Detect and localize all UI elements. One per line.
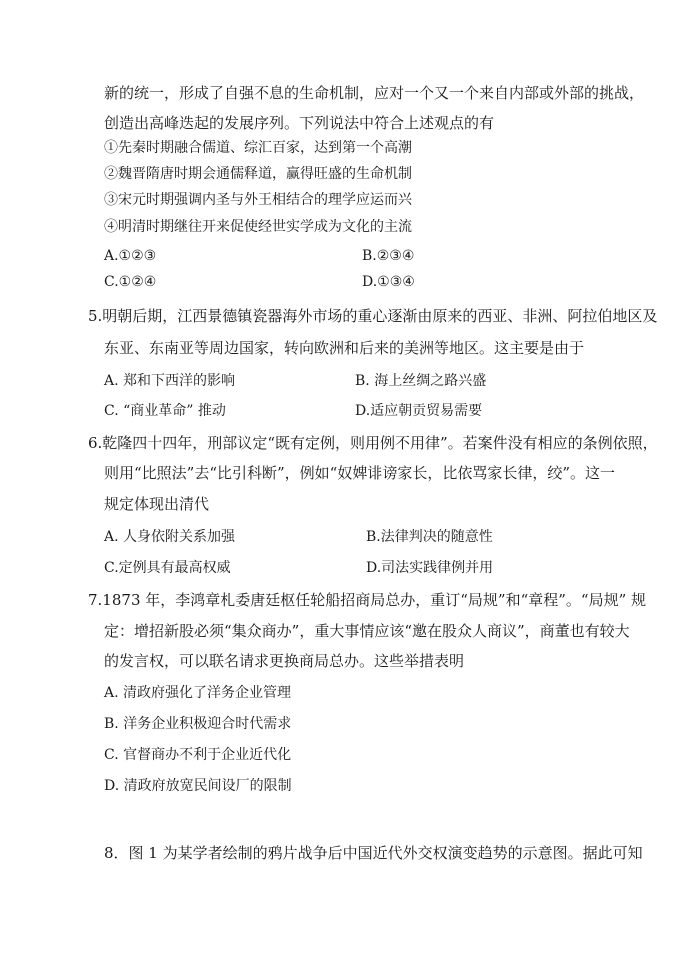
q7-option-b: B. 洋务企业积极迎合时代需求 <box>104 716 292 732</box>
q5-option-a: A. 郑和下西洋的影响 <box>104 373 236 389</box>
q7-option-a: A. 清政府强化了洋务企业管理 <box>104 685 292 701</box>
q6-option-d: D.司法实践律例并用 <box>366 560 494 576</box>
q6-option-a: A. 人身依附关系加强 <box>104 529 236 545</box>
q5-option-b: B. 海上丝绸之路兴盛 <box>355 373 487 389</box>
q5-option-d: D.适应朝贡贸易需要 <box>355 403 483 419</box>
q4-option-d: D.①③④ <box>362 274 415 290</box>
q4-option-b: B.②③④ <box>362 248 415 264</box>
q7-stem-line-1: 7.1873 年，李鸿章札委唐廷枢任轮船招商局总办，重订“局规”和“章程”。“局规” 规 <box>88 591 647 609</box>
q4-statement-1: ①先秦时期融合儒道、综汇百家，达到第一个高潮 <box>104 140 412 156</box>
q4-statement-3: ③宋元时期强调内圣与外王相结合的理学应运而兴 <box>104 192 412 208</box>
q6-option-c: C.定例具有最高权威 <box>104 560 231 576</box>
q5-stem-line-2: 东亚、东南亚等周边国家，转向欧洲和后来的美洲等地区。这主要是由于 <box>104 339 585 357</box>
q4-statement-4: ④明清时期继往开来促使经世实学成为文化的主流 <box>104 219 412 235</box>
q6-stem-line-1: 6.乾隆四十四年，刑部议定“既有定例，则用例不用律”。若案件没有相应的条例依照， <box>88 434 658 452</box>
q7-option-d: D. 清政府放宽民间设厂的限制 <box>104 778 292 794</box>
q6-stem-line-2: 则用“比照法”去“比引科断”，例如“奴婢诽谤家长，比依骂家长律，绞”。这一 <box>104 464 616 482</box>
q8-stem-line-1: 8．图 1 为某学者绘制的鸦片战争后中国近代外交权演变趋势的示意图。据此可知 <box>104 844 643 862</box>
q4-stem-line-1: 新的统一，形成了自强不息的生命机制，应对一个又一个来自内部或外部的挑战， <box>104 84 645 102</box>
q4-option-c: C.①②④ <box>104 274 157 290</box>
q6-stem-line-3: 规定体现出清代 <box>104 495 210 513</box>
q7-option-c: C. 官督商办不利于企业近代化 <box>104 747 292 763</box>
q4-statement-2: ②魏晋隋唐时期会通儒释道，赢得旺盛的生命机制 <box>104 166 412 182</box>
q4-option-a: A.①②③ <box>104 248 157 264</box>
q5-stem-line-1: 5.明朝后期，江西景德镇瓷器海外市场的重心逐渐由原来的西亚、非洲、阿拉伯地区及 <box>88 307 658 325</box>
q6-option-b: B.法律判决的随意性 <box>366 529 493 545</box>
q5-option-c: C. “商业革命” 推动 <box>104 403 226 419</box>
q7-stem-line-3: 的发言权，可以联名请求更换商局总办。这些举措表明 <box>104 652 465 670</box>
q4-stem-line-2: 创造出高峰迭起的发展序列。下列说法中符合上述观点的有 <box>104 114 495 132</box>
q7-stem-line-2: 定：增招新股必须“集众商办”，重大事情应该“邀在股众人商议”，商董也有较大 <box>104 622 630 640</box>
